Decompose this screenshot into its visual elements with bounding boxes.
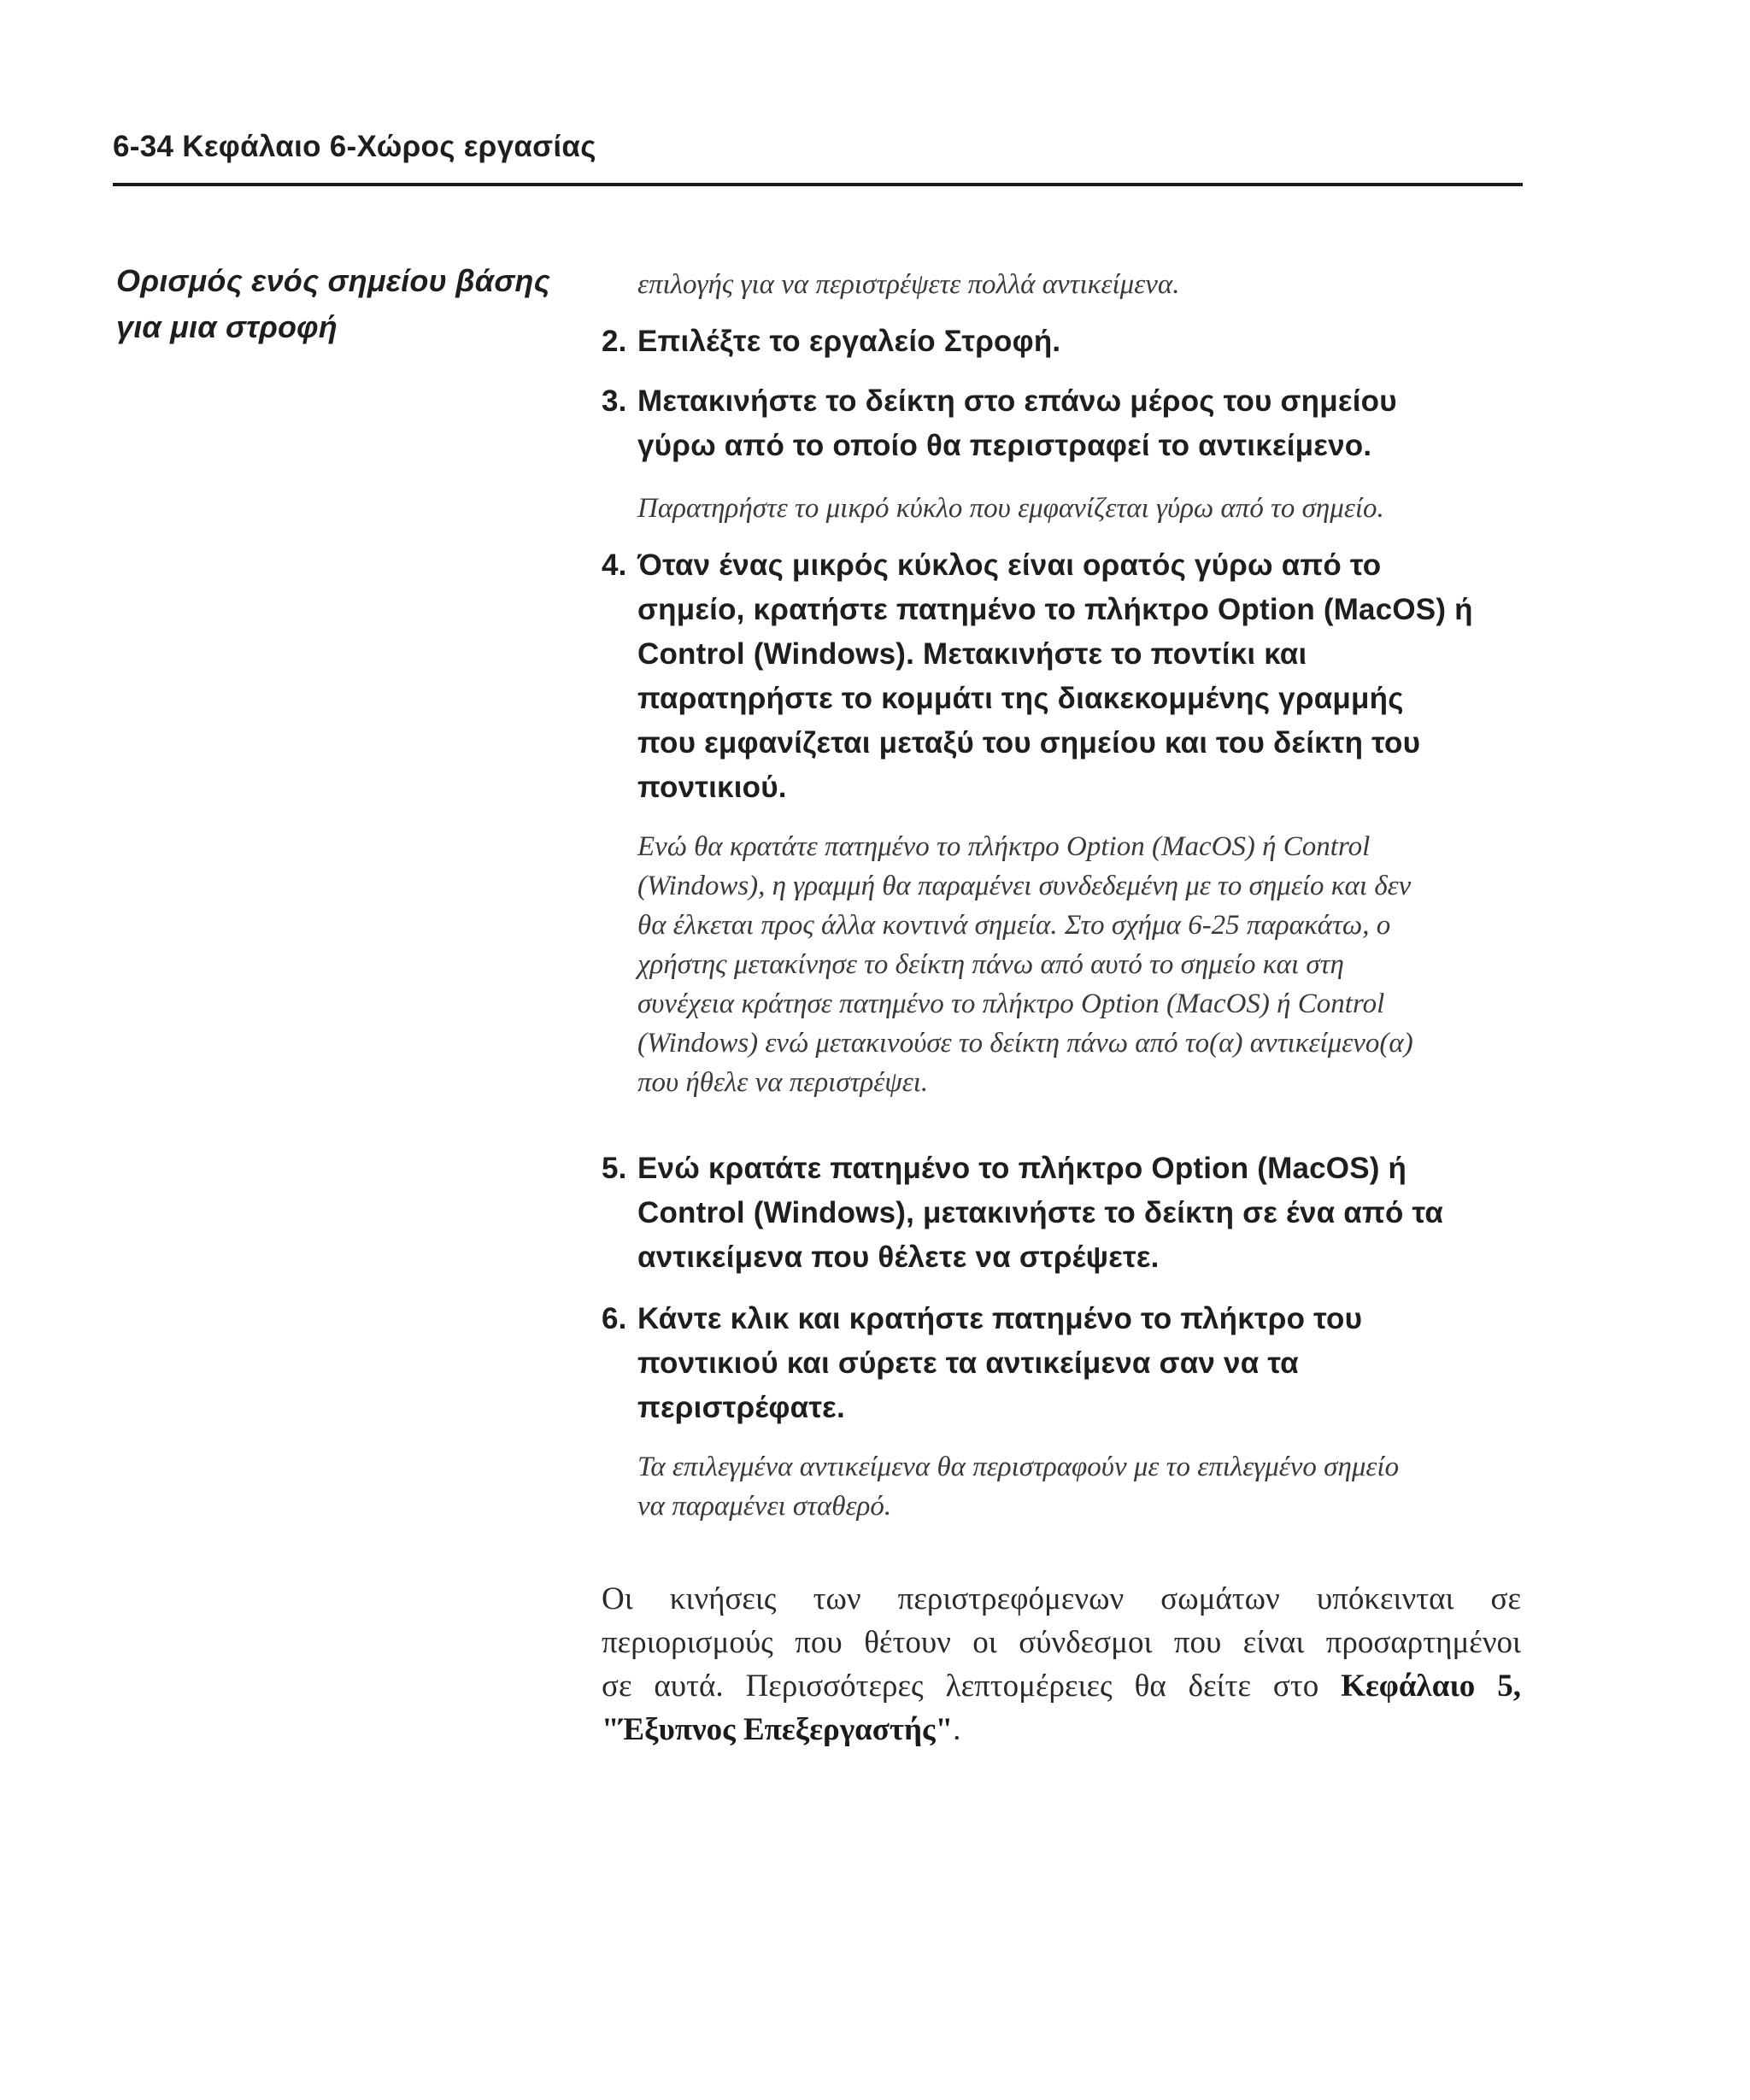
note-line: που ήθελε να περιστρέψει. (637, 1067, 929, 1098)
step-line: Κάντε κλικ και κρατήστε πατημένο το πλήκτρο του (637, 1302, 1363, 1335)
step-4-note (637, 827, 1413, 1102)
section-heading-line: για μια στροφή (116, 309, 338, 344)
step-line: γύρω από το οποίο θα περιστραφεί το αντικείμενο. (637, 429, 1372, 462)
note-line: επιλογής για να περιστρέψετε πολλά αντικείμενα. (637, 269, 1180, 300)
paragraph-line (602, 1708, 1521, 1751)
paragraph-text: σε αυτά. Περισσότερες λεπτομέρειες θα δείτε στο (602, 1669, 1342, 1704)
note-line: Τα επιλεγμένα αντικείμενα θα περιστραφούν με το επιλεγμένο σημείο (637, 1452, 1400, 1482)
step-line: αντικείμενα που θέλετε να στρέψετε. (637, 1241, 1160, 1274)
step-number: 2. (602, 325, 627, 358)
step-number: 3. (602, 384, 627, 418)
step-line: ποντικιού και σύρετε τα αντικείμενα σαν να τα (637, 1346, 1299, 1380)
step-5 (602, 1147, 1443, 1280)
step-line: Μετακινήστε το δείκτη στο επάνω μέρος του σημείου (637, 384, 1397, 418)
step-6-note (637, 1447, 1399, 1526)
paragraph-line (602, 1664, 1521, 1708)
step-line: Όταν ένας μικρός κύκλος είναι ορατός γύρω από το (637, 548, 1382, 582)
section-heading-line: Ορισμός ενός σημείου βάσης (116, 263, 550, 298)
note-line: (Windows) ενώ μετακινούσε το δείκτη πάνω από το(α) αντικείμενο(α) (637, 1028, 1413, 1059)
note-line: να παραμένει σταθερό. (637, 1491, 892, 1522)
chapter-reference: Κεφάλαιο 5, (1341, 1669, 1521, 1704)
step-line: Control (Windows), μετακινήστε το δείκτη σε ένα από τα (637, 1196, 1444, 1229)
note-line: Παρατηρήστε το μικρό κύκλο που εμφανίζεται γύρω από το σημείο. (637, 493, 1384, 524)
paragraph-line: Οι κινήσεις των περιστρεφόμενων σωμάτων υπόκεινται σε (602, 1581, 1521, 1616)
running-header (113, 126, 1523, 186)
step-4 (602, 543, 1473, 810)
note-line: χρήστης μετακίνησε το δείκτη πάνω από αυτό το σημείο και στη (637, 949, 1344, 980)
chapter-title-reference: "Έξυπνος Επεξεργαστής" (602, 1712, 954, 1747)
step-number: 4. (602, 548, 627, 582)
step-number: 6. (602, 1302, 627, 1335)
step-2 (602, 320, 1060, 364)
step-line: περιστρέφατε. (637, 1391, 845, 1424)
step-3 (602, 379, 1397, 468)
note-line: συνέχεια κράτησε πατημένο το πλήκτρο Option (MacOS) ή Control (637, 988, 1385, 1019)
note-line: Ενώ θα κρατάτε πατημένο το πλήκτρο Option (MacOS) ή Control (637, 831, 1371, 862)
step-line: ποντικιού. (637, 771, 787, 804)
step-line: σημείο, κρατήστε πατημένο το πλήκτρο Option (MacOS) ή (637, 593, 1473, 626)
section-heading (116, 258, 595, 350)
step-line: Control (Windows). Μετακινήστε το ποντίκι και (637, 637, 1307, 671)
step-line: που εμφανίζεται μεταξύ του σημείου και του δείκτη του (637, 726, 1421, 760)
step-line: Ενώ κρατάτε πατημένο το πλήκτρο Option (MacOS) ή (637, 1152, 1407, 1185)
note-line: θα έλκεται προς άλλα κοντινά σημεία. Στο σχήμα 6-25 παρακάτω, ο (637, 910, 1391, 941)
closing-paragraph (602, 1577, 1521, 1751)
intro-note (637, 265, 1179, 304)
step-line: Επιλέξτε το εργαλείο Στροφή. (637, 325, 1061, 358)
note-line: (Windows), η γραμμή θα παραμένει συνδεδεμένη με το σημείο και δεν (637, 871, 1412, 901)
paragraph-line: περιορισμούς που θέτουν οι σύνδεσμοι που είναι προσαρτημένοι (602, 1625, 1521, 1660)
step-line: παρατηρήστε το κομμάτι της διακεκομμένης γραμμής (637, 682, 1404, 715)
step-3-note (637, 489, 1384, 528)
step-number: 5. (602, 1152, 627, 1185)
paragraph-text: . (953, 1712, 961, 1747)
running-head-text: 6-34 Κεφάλαιο 6-Χώρος εργασίας (113, 130, 596, 163)
step-6 (602, 1297, 1362, 1430)
